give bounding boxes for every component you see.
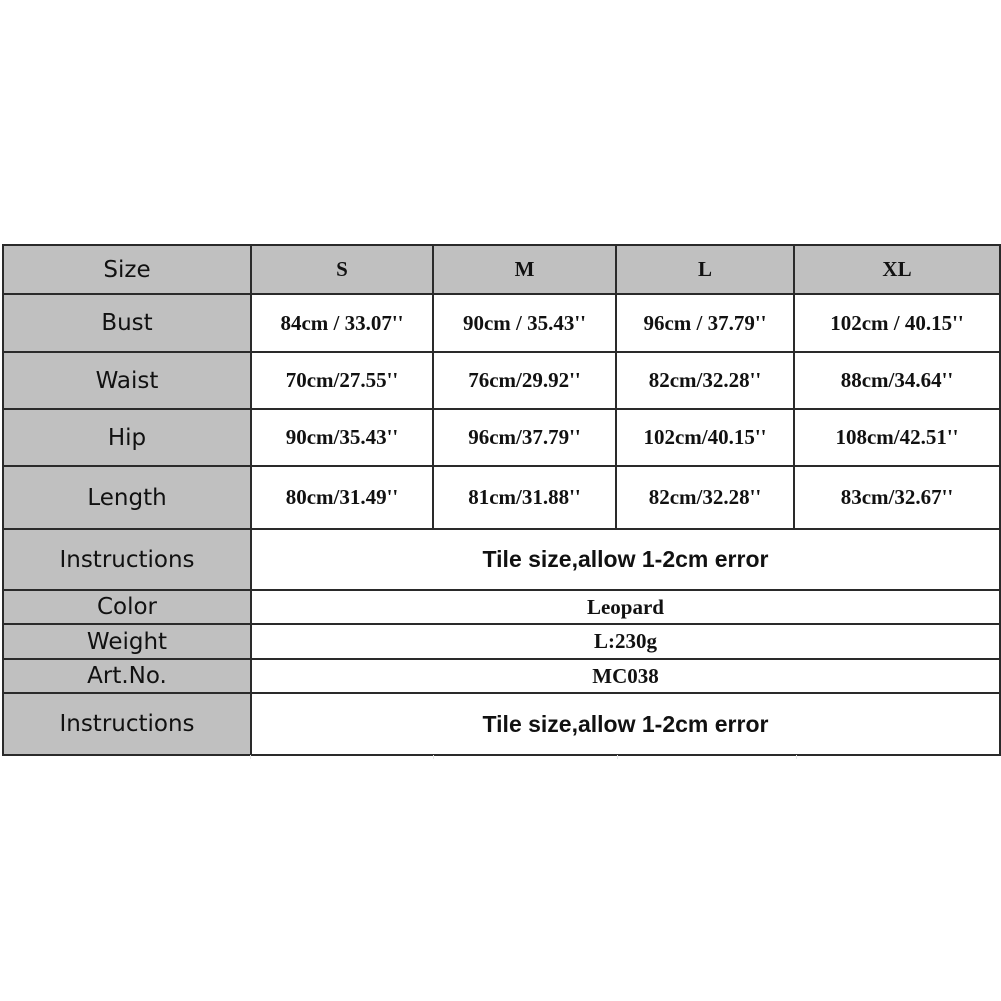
- hip-row: [3, 409, 1000, 466]
- size-s-header: S: [251, 245, 433, 294]
- hip-l-value: 102cm/40.15'': [616, 409, 794, 466]
- weight-row: [3, 624, 1000, 659]
- guide-col-1: [2, 755, 251, 759]
- bust-xl-value: 102cm / 40.15'': [794, 294, 1000, 352]
- size-xl-header: XL: [794, 245, 1000, 294]
- size-chart-table: [2, 244, 1001, 756]
- length-row: [3, 466, 1000, 529]
- waist-label: Waist: [3, 352, 251, 409]
- instructions-row-2: [3, 693, 1000, 755]
- column-guide-strip: [2, 755, 999, 759]
- artno-value: MC038: [251, 659, 1000, 693]
- length-l-value: 82cm/32.28'': [616, 466, 794, 529]
- waist-row: [3, 352, 1000, 409]
- size-header-row: [3, 245, 1000, 294]
- hip-xl-value: 108cm/42.51'': [794, 409, 1000, 466]
- length-m-value: 81cm/31.88'': [433, 466, 616, 529]
- bust-s-value: 84cm / 33.07'': [251, 294, 433, 352]
- hip-m-value: 96cm/37.79'': [433, 409, 616, 466]
- guide-col-3: [434, 755, 618, 759]
- guide-col-2: [251, 755, 434, 759]
- color-label: Color: [3, 590, 251, 624]
- instructions-label-2: Instructions: [3, 693, 251, 755]
- instructions-label: Instructions: [3, 529, 251, 590]
- bust-l-value: 96cm / 37.79'': [616, 294, 794, 352]
- guide-col-4: [618, 755, 797, 759]
- length-xl-value: 83cm/32.67'': [794, 466, 1000, 529]
- hip-label: Hip: [3, 409, 251, 466]
- bust-m-value: 90cm / 35.43'': [433, 294, 616, 352]
- length-label: Length: [3, 466, 251, 529]
- instructions-text: Tile size,allow 1-2cm error: [251, 529, 1000, 590]
- size-l-header: L: [616, 245, 794, 294]
- waist-s-value: 70cm/27.55'': [251, 352, 433, 409]
- size-label: Size: [3, 245, 251, 294]
- bust-row: [3, 294, 1000, 352]
- weight-label: Weight: [3, 624, 251, 659]
- instructions-text-2: Tile size,allow 1-2cm error: [251, 693, 1000, 755]
- artno-row: [3, 659, 1000, 693]
- size-m-header: M: [433, 245, 616, 294]
- waist-xl-value: 88cm/34.64'': [794, 352, 1000, 409]
- bust-label: Bust: [3, 294, 251, 352]
- waist-m-value: 76cm/29.92'': [433, 352, 616, 409]
- waist-l-value: 82cm/32.28'': [616, 352, 794, 409]
- instructions-row: [3, 529, 1000, 590]
- hip-s-value: 90cm/35.43'': [251, 409, 433, 466]
- color-value: Leopard: [251, 590, 1000, 624]
- length-s-value: 80cm/31.49'': [251, 466, 433, 529]
- artno-label: Art.No.: [3, 659, 251, 693]
- color-row: [3, 590, 1000, 624]
- weight-value: L:230g: [251, 624, 1000, 659]
